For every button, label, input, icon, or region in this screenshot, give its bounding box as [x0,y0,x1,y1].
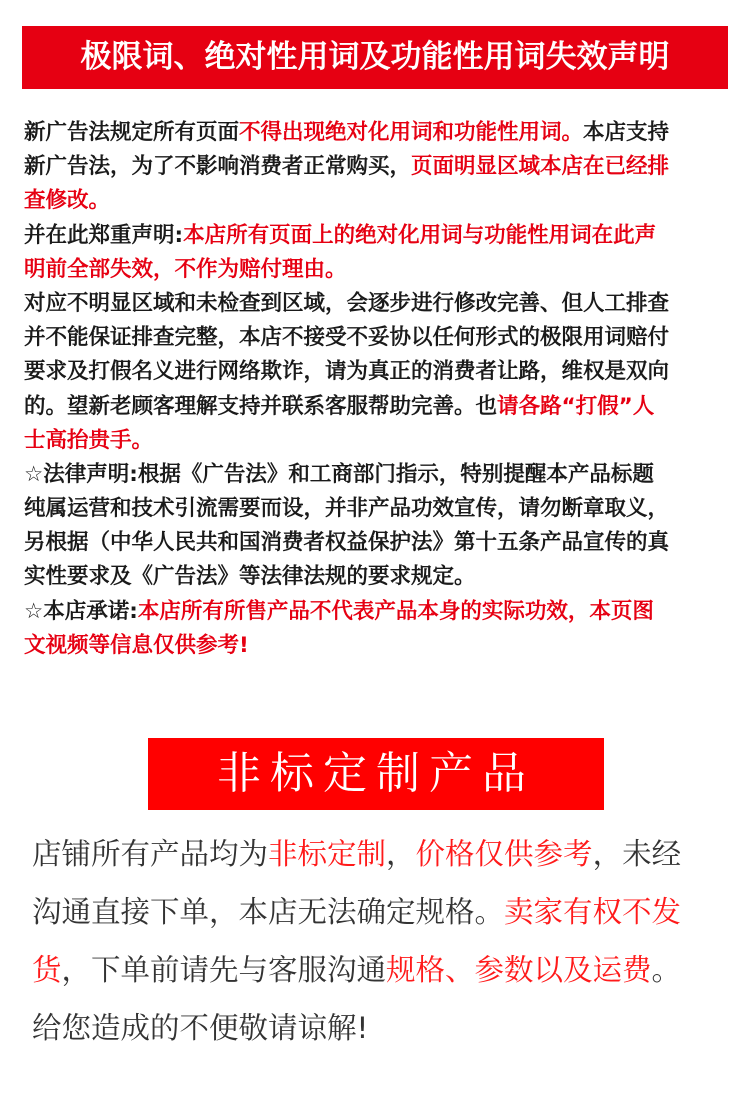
text-line [24,287,724,321]
body-text: 另根据（中华人民共和国消费者权益保护法》第十五条产品宣传的真 [24,530,670,556]
text-line [24,492,724,526]
highlighted-text: 士高抬贵手。 [24,427,154,453]
body-text: 的。望新老顾客理解支持并联系客服帮助完善。也 [24,393,498,419]
disclaimer-title: 极限词、绝对性用词及功能性用词失效声明 [80,39,670,75]
body-text: ，未经 [592,837,682,871]
text-line [32,883,732,941]
highlighted-text: 明前全部失效，不作为赔付理由。 [24,256,347,282]
text-line [24,253,724,287]
highlighted-text: 货 [32,953,62,987]
text-line [24,424,724,458]
body-text: 新广告法，为了不影响消费者正常购买， [24,154,412,180]
text-line [32,999,732,1057]
disclaimer-title-banner [22,26,728,89]
body-text: 对应不明显区域和未检查到区域，会逐步进行修改完善、但人工排查 [24,290,670,316]
highlighted-text: 规格、参数以及运费 [386,953,652,987]
highlighted-text: 文视频等信息仅供参考! [24,632,249,658]
text-line [24,526,724,560]
body-text: 并不能保证排查完整，本店不接受不妥协以任何形式的极限用词赔付 [24,325,670,351]
text-line [24,458,724,492]
body-text: 店铺所有产品均为 [32,837,269,871]
body-text: ，下单前请先与客服沟通 [61,953,387,987]
body-text: 。 [651,953,682,987]
text-line [24,116,724,150]
highlighted-text: 本店所有页面上的绝对化用词与功能性用词在此声 [183,222,657,248]
body-text: 新广告法规定所有页面 [24,120,240,145]
text-line [24,355,724,389]
body-text: 实性要求及《广告法》等法律法规的要求规定。 [24,564,476,590]
text-line [24,390,724,424]
body-text: 要求及打假名义进行网络欺诈，请为真正的消费者让路，维权是双向 [24,359,670,385]
highlighted-text: 本店所有所售产品不代表产品本身的实际功效，本页图 [137,598,654,624]
custom-product-title: 非标定制产品 [217,748,535,799]
highlighted-text: 卖家有权不发 [504,895,682,929]
text-line [24,560,724,594]
body-text: ☆法律声明:根据《广告法》和工商部门指示，特别提醒本产品标题 [24,461,654,487]
text-line [24,184,724,218]
disclaimer-notice [24,116,724,663]
highlighted-text: 价格仅供参考 [415,837,593,871]
body-text: 本店支持 [583,120,670,145]
body-text: 沟通直接下单，本店无法确定规格。 [32,895,505,929]
highlighted-text: 非标定制 [268,837,387,871]
text-line [24,219,724,253]
highlighted-text: 页面明显区域本店在已经排 [411,154,670,180]
text-line [24,321,724,355]
highlighted-text: 不得出现绝对化用词和功能性用词。 [239,120,584,145]
custom-product-notice [32,825,732,1057]
body-text: ， [386,837,416,871]
text-line [32,941,732,999]
highlighted-text: 请各路“打假”人 [497,393,655,419]
body-text: ☆本店承诺: [24,598,138,624]
body-text: 并在此郑重声明: [24,222,184,248]
text-line [24,629,724,663]
body-text: 给您造成的不便敬请谅解! [32,1011,369,1045]
body-text: 纯属运营和技术引流需要而设，并非产品功效宣传，请勿断章取义， [24,496,670,522]
custom-product-banner [148,738,604,810]
highlighted-text: 查修改。 [24,188,111,214]
text-line [24,595,724,629]
text-line [24,150,724,184]
text-line [32,825,732,883]
